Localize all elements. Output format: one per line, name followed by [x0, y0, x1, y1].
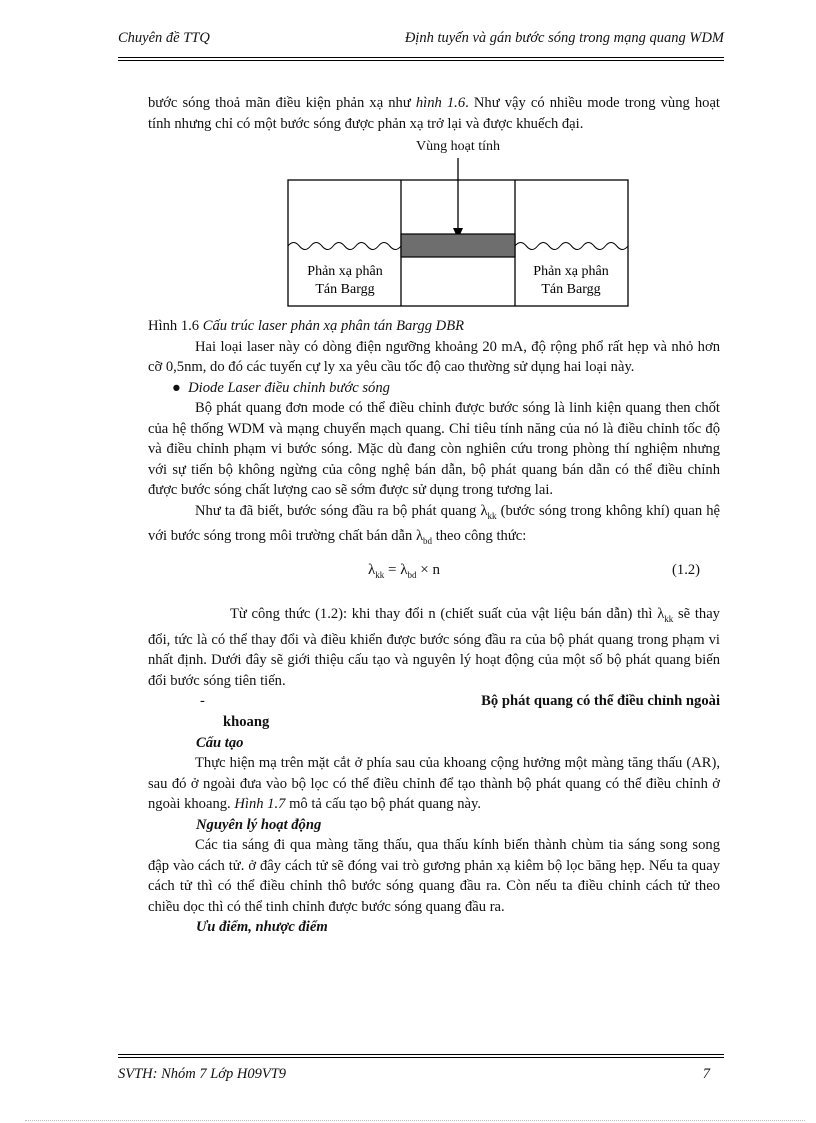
paragraph-1: bước sóng thoả mãn điều kiện phản xạ như hình 1.6. Như vậy có nhiều mode trong vùng hoạt tính nhưng chỉ có một bước sóng được phản xạ trở lại và được khuếch đại. — [148, 95, 720, 132]
heading-nguyen-ly: Nguyên lý hoạt động — [196, 816, 322, 833]
active-region — [401, 234, 515, 257]
footer-rule — [118, 1054, 724, 1058]
formula-number: (1.2) — [672, 562, 700, 579]
section-title-1: Bộ phát quang có thể điều chỉnh ngoài — [481, 693, 720, 710]
page-bottom-dots — [25, 1120, 805, 1121]
header-left: Chuyên đề TTQ — [118, 30, 210, 46]
paragraph-3: Bộ phát quang đơn mode có thể điều chỉnh được bước sóng là linh kiện quang then chốt của hệ thống WDM và mạng chuyển mạch quang. Chỉ tiêu tính năng của nó là điều chỉnh tốc độ và điều chỉnh phạm vi bước sóng. Mặc dù đang còn nghiên cứu trong phòng thí nghiệm nhưng với sự tiến bộ không ngừng của công nghệ bán dẫn, bộ phát quang bán dẫn có thể điều chỉnh được bước sóng chất lượng cao sẽ sớm được sử dụng trong tương lai. — [148, 400, 720, 498]
paragraph-7: Các tia sáng đi qua màng tăng thấu, qua thấu kính biến thành chùm tia sáng song song đập vào cách tử. ở đây cách tử sẽ đóng vai trò gương phản xạ kiêm bộ lọc băng hẹp. Nếu ta quay cách tử thì có thể điều chỉnh thô bước sóng quang đầu ra. Còn nếu ta điều chỉnh cách tử theo chiều dọc thì có thể tinh chỉnh được bước sóng quang đầu ra. — [148, 837, 720, 915]
page-footer — [118, 1066, 724, 1086]
bragg-grating-right — [515, 243, 628, 250]
paragraph-2: Hai loại laser này có dòng điện ngưỡng khoảng 20 mA, độ rộng phổ rất hẹp và nhỏ hơn cỡ 0,5nm, do đó các tuyến cự ly xa yêu cầu tốc độ cao thường sử dụng hai loại này. — [148, 338, 720, 375]
left-reflector-label-1: Phản xạ phân — [307, 264, 383, 279]
paragraph-6: Thực hiện mạ trên mặt cắt ở phía sau của khoang cộng hưởng một màng tăng thấu (AR), sau đó ở ngoài đưa vào bộ lọc có thể điều chỉnh để tạo thành bộ phát quang có thể điều chỉnh ở ngoài khoang. Hình 1.7 mô tả cấu tạo bộ phát quang này. — [148, 755, 720, 813]
section-heading — [148, 691, 720, 712]
bullet-item: ● Diode Laser điều chỉnh bước sóng — [172, 379, 390, 396]
paragraph-5: Từ công thức (1.2): khi thay đổi n (chiết suất của vật liệu bán dẫn) thì $\lambda_{kk}$ sẽ thay đổi, tức là có thể thay đổi và điều khiển được bước sóng đầu ra của bộ phát quang trong phạm vi nhất định. Dưới đây sẽ giới thiệu cấu tạo và nguyên lý hoạt động của một số bộ phát quang biến đổi bước sóng tiên tiến. — [148, 606, 720, 689]
figure-1-6 — [148, 138, 720, 316]
right-reflector-label-1: Phản xạ phân — [533, 264, 609, 279]
header-rule — [118, 57, 724, 61]
active-region-label: Vùng hoạt tính — [416, 139, 500, 154]
paragraph-4: Như ta đã biết, bước sóng đầu ra bộ phát quang $\lambda_{kk}$ (bước sóng trong không khí) quan hệ với bước sóng trong môi trường chất bán dẫn $\lambda_{bd}$ theo công thức: — [148, 502, 721, 546]
dash-marker: - — [200, 693, 205, 710]
page-number: 7 — [702, 1066, 710, 1082]
bullet-icon: ● — [172, 379, 189, 396]
section-title-2: khoang — [223, 714, 270, 731]
left-reflector-label-2: Tán Bargg — [315, 282, 375, 297]
right-reflector-label-2: Tán Bargg — [541, 282, 601, 297]
figure-caption: Hình 1.6 Cấu trúc laser phản xạ phân tán Bargg DBR — [148, 318, 465, 334]
figure-ref: hình 1.6 — [415, 95, 466, 111]
formula-expression: $\lambda_{kk} = \lambda_{bd} \times n$ — [368, 562, 440, 581]
footer-left: SVTH: Nhóm 7 Lớp H09VT9 — [118, 1066, 287, 1082]
formula-1-2 — [148, 556, 720, 586]
dbr-laser-diagram — [148, 138, 720, 316]
page-header — [118, 30, 724, 50]
header-right: Định tuyến và gán bước sóng trong mạng quang WDM — [404, 30, 724, 46]
bragg-grating-left — [288, 243, 401, 250]
heading-uu-diem: Ưu điểm, nhược điểm — [196, 919, 328, 936]
heading-cau-tao: Cấu tạo — [196, 734, 244, 751]
document-body — [148, 93, 720, 938]
